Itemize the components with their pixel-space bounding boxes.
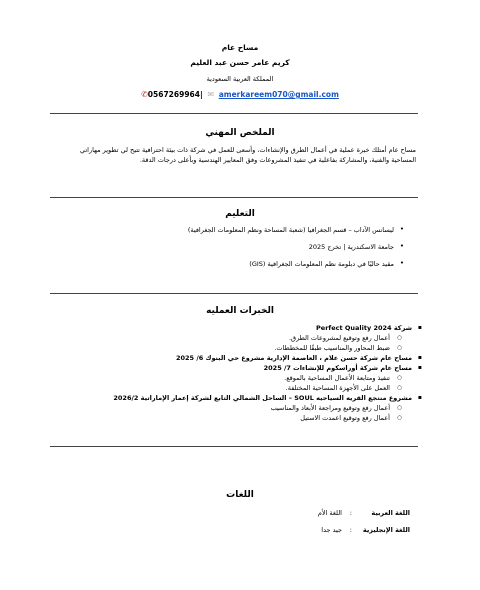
- country: المملكة العربية السعودية: [206, 75, 274, 83]
- divider: [50, 113, 418, 114]
- education-item: • مقيد حاليًا في دبلومة نظم المعلومات الجغرافية (GIS): [84, 260, 404, 277]
- experience-list: [92, 323, 422, 423]
- language-name: اللغة العربية: [371, 509, 410, 517]
- divider: [50, 197, 418, 198]
- job-entry: ▪ مشروع منتجع القريه السياحيه SOUL – الساحل الشمالي التابع لشركة إعمار الإماراتية 2026/2: [92, 393, 422, 403]
- summary-line: مساح عام أمتلك خبرة عملية في أعمال الطرق والإنشاءات، وأسعى للعمل في شركة ذات بيئة احترافية تتيح لي تطوير مهاراتي: [79, 146, 416, 154]
- language-level: اللغة الأم: [317, 509, 342, 517]
- language-separator: :: [349, 526, 352, 534]
- divider: [50, 293, 418, 294]
- mail-icon: ✉: [207, 90, 215, 99]
- contact-row: [0, 90, 480, 99]
- education-list: [84, 226, 404, 277]
- language-separator: :: [349, 509, 352, 517]
- job-entry: ▪ مساح عام شركة أوراسكوم للإنشاءات 7/ 2025: [92, 363, 422, 373]
- divider: [50, 446, 418, 447]
- job-task: ○ تنفيذ ومتابعة الأعمال المساحية بالموقع.: [92, 373, 422, 383]
- job-task: ○ أعمال رفع وتوقيع اعمدت الاستيل: [92, 413, 422, 423]
- summary-line: المساحية والفنية، والمشاركة بفاعلية في تنفيذ المشروعات وفق المعايير الهندسية وبأعلى درجات الدقة.: [139, 156, 416, 164]
- job-task: ○ ضبط المحاور والمناسيب طبقًا للمخططات.: [92, 343, 422, 353]
- language-row: [318, 509, 410, 517]
- summary-text: [56, 145, 416, 165]
- education-item: • ليسانس الآداب – قسم الجغرافيا (شعبة المساحة ونظم المعلومات الجغرافية): [84, 226, 404, 243]
- job-entry: ▪ شركة Perfect Quality 2024: [92, 323, 422, 333]
- job-task: ○ أعمال رفع وتوقيع ومراجعة الأبعاد والمناسيب: [92, 403, 422, 413]
- job-task: ○ العمل على الأجهزة المساحية المختلفة.: [92, 383, 422, 393]
- education-title: التعليم: [225, 209, 255, 219]
- experience-title: الخبرات العمليه: [206, 306, 274, 316]
- language-name: اللغة الإنجليزية: [362, 526, 410, 534]
- language-row: [321, 526, 410, 534]
- phone-icon: ✆: [141, 90, 148, 99]
- education-item: • جامعة الاسكندرية | تخرج 2025: [84, 243, 404, 260]
- email-link[interactable]: amerkareem070@gmail.com: [218, 90, 339, 99]
- phone-number: 0567269964|: [147, 90, 203, 99]
- full-name: كريم عامر حسن عبد العليم: [190, 58, 290, 67]
- language-level: جيد جدا: [321, 526, 342, 534]
- summary-title: الملخص المهني: [205, 128, 275, 138]
- job-entry: ▪ مساح عام شركة حسن علام ، العاصمة الإدارية مشروع حي البنوك 6/ 2025: [92, 353, 422, 363]
- job-title: مساح عام: [221, 43, 259, 52]
- job-task: ○ أعمال رفع وتوقيع لمشروعات الطرق.: [92, 333, 422, 343]
- languages-title: اللغات: [226, 490, 254, 500]
